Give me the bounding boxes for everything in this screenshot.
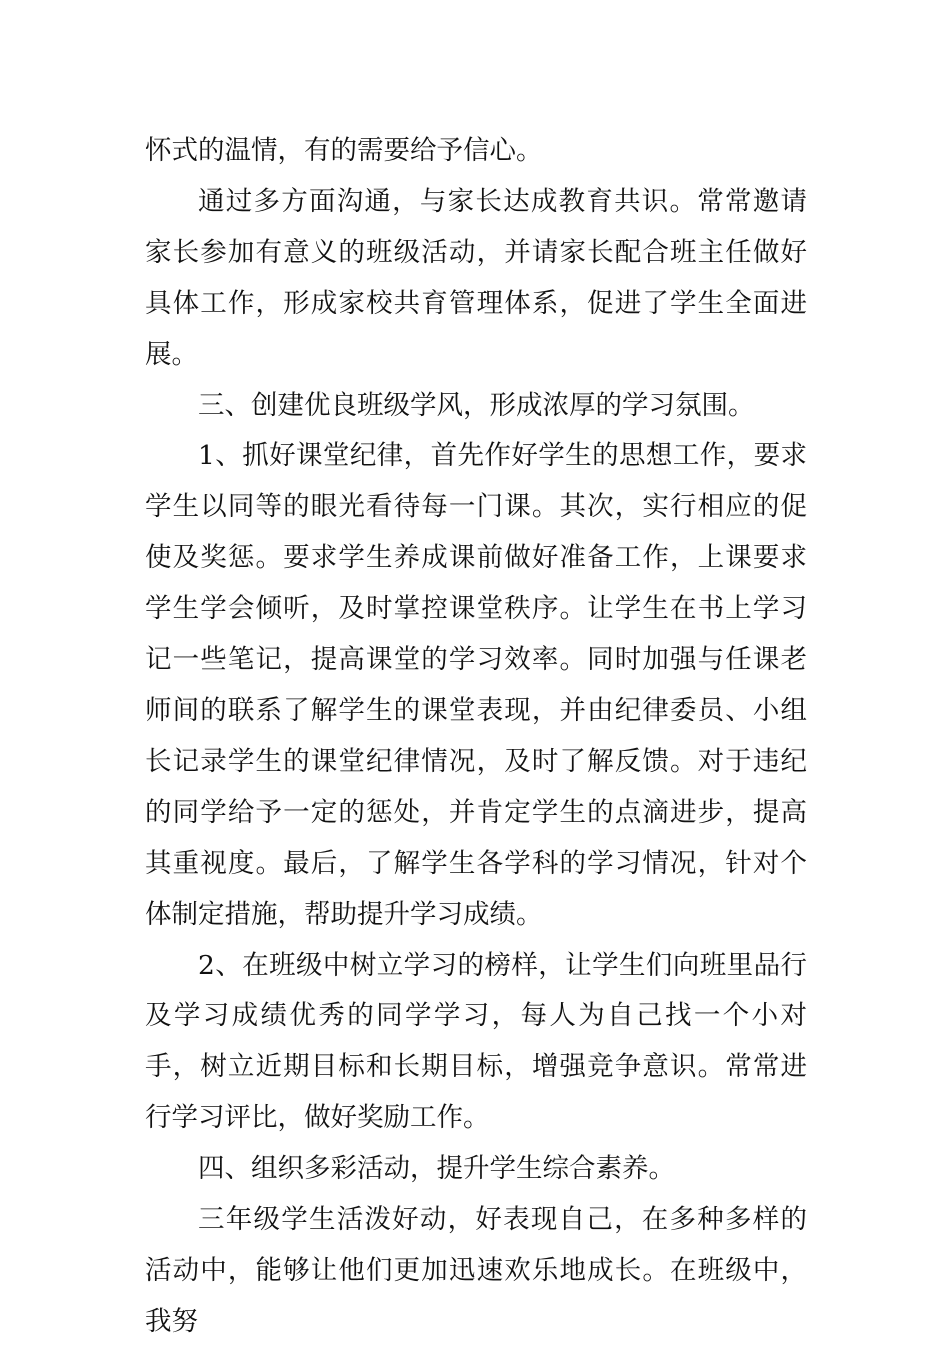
paragraph-parent-communication: 通过多方面沟通，与家长达成教育共识。常常邀请家长参加有意义的班级活动，并请家长配合班主任做好具体工作，形成家校共育管理体系，促进了学生全面进展。: [145, 185, 807, 370]
paragraph-continuation: 怀式的温情，有的需要给予信心。: [145, 135, 543, 166]
section-heading-3: 三、创建优良班级学风，形成浓厚的学习氛围。: [198, 389, 755, 421]
document-body: [145, 126, 807, 1348]
paragraph-item-2: 2、在班级中树立学习的榜样，让学生们向班里品行及学习成绩优秀的同学学习，每人为自己找一个小对手，树立近期目标和长期目标，增强竞争意识。常常进行学习评比，做好奖励工作。: [145, 949, 807, 1134]
paragraph-activities: 三年级学生活泼好动，好表现自己，在多种多样的活动中，能够让他们更加迅速欢乐地成长。在班级中，我努: [145, 1204, 807, 1337]
section-heading-4: 四、组织多彩活动，提升学生综合素养。: [198, 1153, 675, 1185]
paragraph-item-1: 1、抓好课堂纪律，首先作好学生的思想工作，要求学生以同等的眼光看待每一门课。其次，实行相应的促使及奖惩。要求学生养成课前做好准备工作，上课要求学生学会倾听，及时掌控课堂秩序。让学生在书上学习记一些笔记，提高课堂的学习效率。同时加强与任课老师间的联系了解学生的课堂表现，并由纪律委员、小组长记录学生的课堂纪律情况，及时了解反馈。对于违纪的同学给予一定的惩处，并肯定学生的点滴进步，提高其重视度。最后，了解学生各学科的学习情况，针对个体制定措施，帮助提升学习成绩。: [145, 440, 807, 930]
